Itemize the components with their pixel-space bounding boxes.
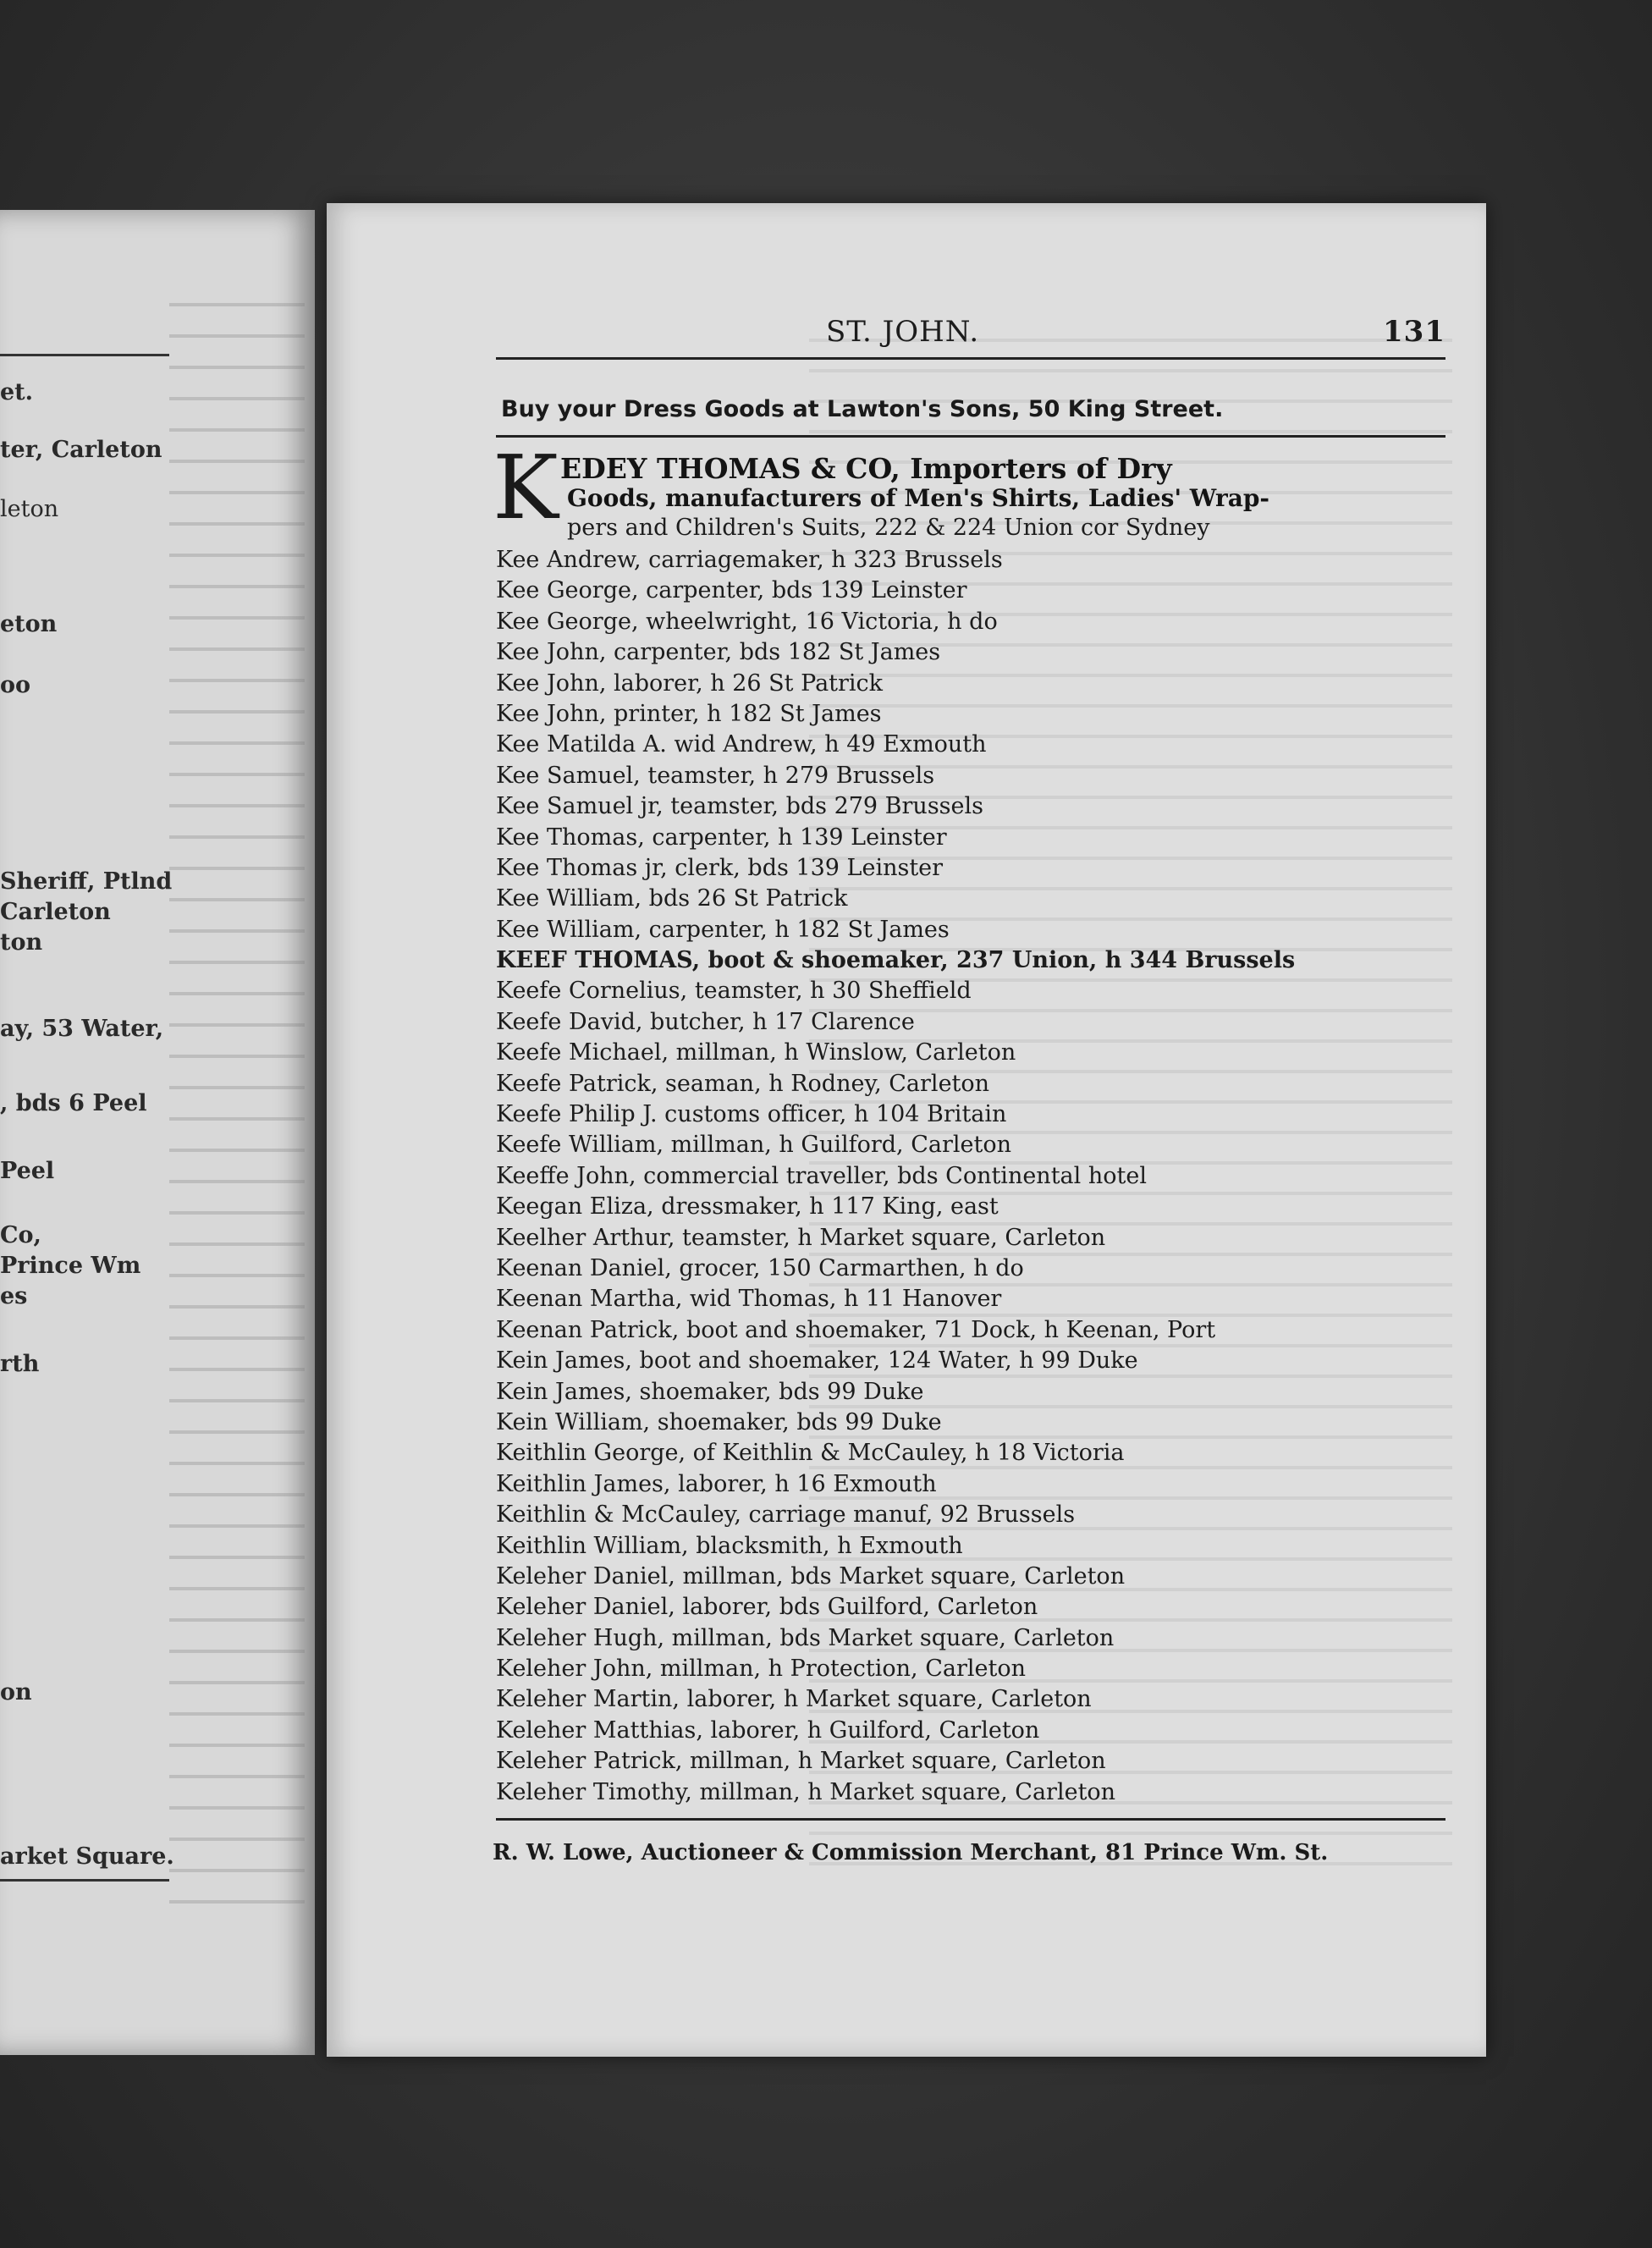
directory-entry: Kee Matilda A. wid Andrew, h 49 Exmouth <box>496 731 987 758</box>
left-page-line: leton <box>0 496 59 522</box>
page-title: ST. JOHN. <box>826 315 980 349</box>
directory-entry: Kein William, shoemaker, bds 99 Duke <box>496 1408 942 1435</box>
directory-entry: Kee John, printer, h 182 St James <box>496 700 882 727</box>
directory-entry: Keleher Matthias, laborer, h Guilford, Carleton <box>496 1716 1040 1744</box>
directory-entry: Keefe David, butcher, h 17 Clarence <box>496 1008 915 1035</box>
directory-entry: Kee William, bds 26 St Patrick <box>496 885 848 912</box>
directory-entry: Keleher Martin, laborer, h Market square, Carleton <box>496 1686 1092 1713</box>
left-page-line: Prince Wm <box>0 1253 141 1279</box>
directory-entry: Kee Samuel, teamster, h 279 Brussels <box>496 762 935 789</box>
left-page-header-rule <box>0 354 169 356</box>
directory-entry: KEEF THOMAS, boot & shoemaker, 237 Union, h 344 Brussels <box>496 947 1296 974</box>
left-page-line: on <box>0 1679 32 1705</box>
page-number: 131 <box>1383 315 1446 349</box>
directory-entry: Keenan Patrick, boot and shoemaker, 71 Dock, h Keenan, Port <box>496 1316 1216 1343</box>
left-page-line: Co, <box>0 1222 41 1248</box>
left-page-line: arket Square. <box>0 1843 174 1870</box>
directory-entry: Kee Thomas jr, clerk, bds 139 Leinster <box>496 854 944 881</box>
directory-entry: Keefe Philip J. customs officer, h 104 Britain <box>496 1101 1007 1128</box>
left-page-line: ay, 53 Water, <box>0 1016 164 1042</box>
directory-entry: Kee Samuel jr, teamster, bds 279 Brussels <box>496 793 984 820</box>
featured-entry-line-1: EDEY THOMAS & CO, Importers of Dry <box>560 452 1172 485</box>
directory-entries <box>496 545 1461 1808</box>
directory-entry: Kee William, carpenter, h 182 St James <box>496 916 950 943</box>
left-page-line: rth <box>0 1351 40 1377</box>
left-page-line: eton <box>0 611 58 637</box>
left-page-fragment <box>0 210 315 2055</box>
directory-entry: Keithlin & McCauley, carriage manuf, 92 Brussels <box>496 1501 1076 1529</box>
directory-entry: Kee George, carpenter, bds 139 Leinster <box>496 577 967 604</box>
directory-entry: Keeffe John, commercial traveller, bds Continental hotel <box>496 1162 1147 1189</box>
directory-entry: Kee John, carpenter, bds 182 St James <box>496 639 941 666</box>
directory-entry: Keefe William, millman, h Guilford, Carleton <box>496 1132 1011 1159</box>
directory-entry: Keithlin William, blacksmith, h Exmouth <box>496 1532 963 1559</box>
directory-entry: Kee George, wheelwright, 16 Victoria, h do <box>496 608 998 635</box>
directory-entry: Keleher Daniel, millman, bds Market square, Carleton <box>496 1562 1126 1590</box>
directory-entry: Kee Andrew, carriagemaker, h 323 Brussels <box>496 547 1003 573</box>
directory-entry: Keenan Daniel, grocer, 150 Carmarthen, h do <box>496 1254 1024 1281</box>
featured-entry <box>493 436 1457 548</box>
featured-entry-line-2: Goods, manufacturers of Men's Shirts, Ladies' Wrap- <box>567 484 1270 512</box>
left-page-line: oo <box>0 672 31 698</box>
featured-entry-line-3: pers and Children's Suits, 222 & 224 Union cor Sydney <box>567 515 1210 541</box>
directory-entry: Keleher Timothy, millman, h Market square, Carleton <box>496 1778 1116 1805</box>
left-page-line: Carleton <box>0 899 111 925</box>
left-page-line: Peel <box>0 1158 55 1184</box>
directory-entry: Kee Thomas, carpenter, h 139 Leinster <box>496 824 947 851</box>
directory-entry: Keithlin James, laborer, h 16 Exmouth <box>496 1470 937 1497</box>
running-head <box>327 315 1486 349</box>
directory-entry: Kein James, boot and shoemaker, 124 Water, h 99 Duke <box>496 1347 1138 1375</box>
footer-rule <box>496 1818 1446 1821</box>
directory-entry: Keleher John, millman, h Protection, Carleton <box>496 1656 1026 1683</box>
directory-entry: Keithlin George, of Keithlin & McCauley, h 18 Victoria <box>496 1440 1125 1467</box>
left-page-line: et. <box>0 379 34 405</box>
directory-page <box>327 203 1486 2057</box>
advertisement-bottom: R. W. Lowe, Auctioneer & Commission Merchant, 81 Prince Wm. St. <box>493 1840 1329 1865</box>
left-page-line: Sheriff, Ptlnd <box>0 868 173 895</box>
directory-entry: Keleher Patrick, millman, h Market square, Carleton <box>496 1748 1106 1775</box>
directory-entry: Kee John, laborer, h 26 St Patrick <box>496 669 884 697</box>
directory-entry: Keenan Martha, wid Thomas, h 11 Hanover <box>496 1286 1002 1313</box>
left-page-line: ton <box>0 929 43 956</box>
directory-entry: Keegan Eliza, dressmaker, h 117 King, east <box>496 1193 999 1220</box>
left-page-footer-rule <box>0 1879 169 1882</box>
advertisement-top: Buy your Dress Goods at Lawton's Sons, 50 King Street. <box>501 396 1224 422</box>
directory-entry: Keefe Patrick, seaman, h Rodney, Carleton <box>496 1070 990 1097</box>
left-page-bleed <box>169 303 305 1911</box>
left-page-line: , bds 6 Peel <box>0 1090 147 1116</box>
directory-entry: Keefe Cornelius, teamster, h 30 Sheffield <box>496 978 972 1005</box>
directory-entry: Keleher Hugh, millman, bds Market square, Carleton <box>496 1624 1115 1651</box>
drop-cap: K <box>493 436 559 539</box>
left-page-line: ter, Carleton <box>0 437 162 463</box>
directory-entry: Keefe Michael, millman, h Winslow, Carleton <box>496 1039 1016 1066</box>
directory-entry: Kein James, shoemaker, bds 99 Duke <box>496 1378 924 1405</box>
ad-top-rule <box>496 435 1446 438</box>
left-page-line: es <box>0 1283 28 1309</box>
directory-entry: Keleher Daniel, laborer, bds Guilford, Carleton <box>496 1594 1038 1621</box>
header-rule <box>496 357 1446 360</box>
directory-entry: Keelher Arthur, teamster, h Market square, Carleton <box>496 1224 1106 1251</box>
